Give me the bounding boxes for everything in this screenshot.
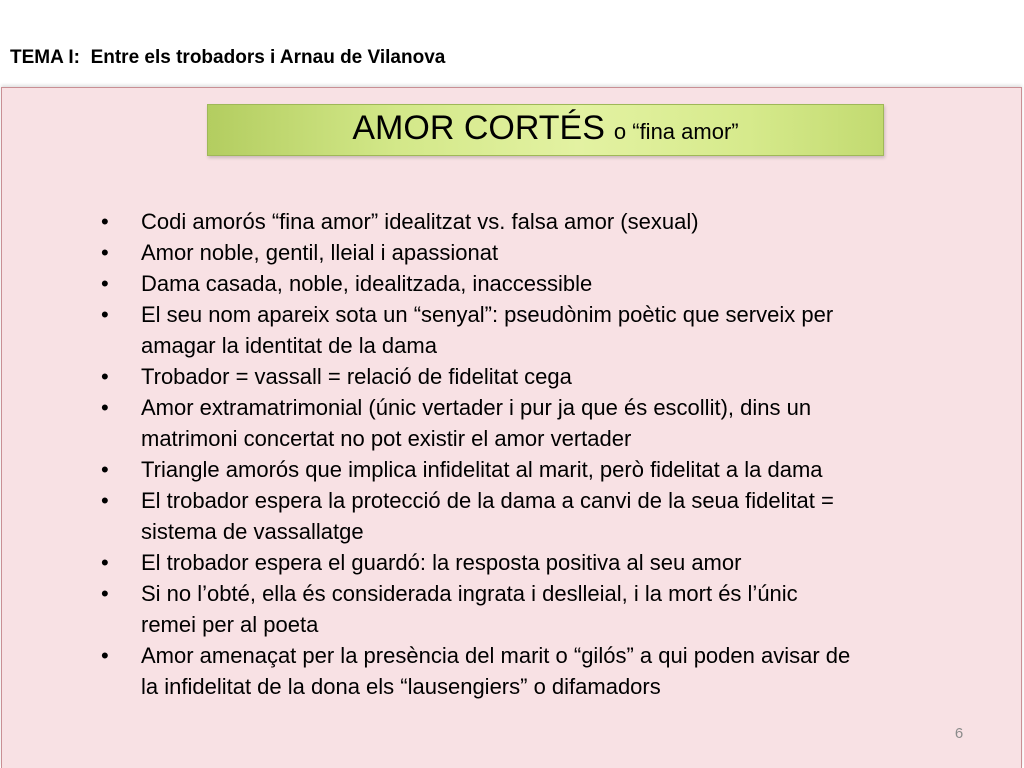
content-panel: [1, 87, 1022, 768]
bullet-line: matrimoni concertat no pot existir el amor vertader: [141, 426, 632, 451]
bullet-line: El trobador espera el guardó: la resposta positiva al seu amor: [141, 550, 742, 575]
topic-title: TEMA I: Entre els trobadors i Arnau de Vilanova: [10, 47, 446, 68]
bullet-text: [141, 392, 811, 454]
bullet-item: [101, 547, 850, 578]
bullet-item: [101, 237, 850, 268]
page-number: 6: [954, 725, 964, 742]
bullet-item: [101, 640, 850, 702]
bullet-text: [141, 640, 850, 702]
bullet-line: Trobador = vassall = relació de fidelitat cega: [141, 364, 572, 389]
bullet-marker: •: [101, 488, 109, 513]
bullet-line: Si no l’obté, ella és considerada ingrata i deslleial, i la mort és l’únic: [141, 581, 798, 606]
bullet-line: sistema de vassallatge: [141, 519, 364, 544]
bullet-line: El seu nom apareix sota un “senyal”: pseudònim poètic que serveix per: [141, 302, 834, 327]
bullet-line: Codi amorós “fina amor” idealitzat vs. falsa amor (sexual): [141, 209, 699, 234]
bullet-item: [101, 578, 850, 640]
bullet-marker: •: [101, 302, 109, 327]
bullet-marker: •: [101, 364, 109, 389]
bullet-line: Amor amenaçat per la presència del marit o “gilós” a qui poden avisar de: [141, 643, 851, 668]
bullet-text: [141, 485, 834, 547]
bullet-item: [101, 454, 850, 485]
bullet-marker: •: [101, 395, 109, 420]
bullet-item: [101, 361, 850, 392]
bullet-text: [141, 299, 833, 361]
slide-header: [0, 0, 1024, 86]
bullet-marker: •: [101, 240, 109, 265]
bullet-line: Dama casada, noble, idealitzada, inaccessible: [141, 271, 593, 296]
bullet-marker: •: [101, 550, 109, 575]
bullet-marker: •: [101, 643, 109, 668]
bullet-text: [141, 454, 823, 485]
bullet-item: [101, 268, 850, 299]
bullet-line: amagar la identitat de la dama: [141, 333, 437, 358]
bullet-marker: •: [101, 581, 109, 606]
bullet-line: Amor noble, gentil, lleial i apassionat: [141, 240, 499, 265]
bullet-item: [101, 299, 850, 361]
title-subtitle: o “fina amor”: [613, 118, 739, 144]
bullet-marker: •: [101, 209, 109, 234]
bullet-text: [141, 268, 592, 299]
bullet-item: [101, 485, 850, 547]
bullet-line: remei per al poeta: [141, 612, 319, 637]
bullet-marker: •: [101, 271, 109, 296]
bullet-text: [141, 237, 498, 268]
bullet-text: [141, 547, 741, 578]
bullet-item: [101, 206, 850, 237]
bullet-line: El trobador espera la protecció de la dama a canvi de la seua fidelitat =: [141, 488, 834, 513]
bullet-item: [101, 392, 850, 454]
title-banner: [207, 104, 884, 156]
bullet-text: [141, 361, 572, 392]
bullet-marker: •: [101, 457, 109, 482]
bullet-line: Amor extramatrimonial (únic vertader i pur ja que és escollit), dins un: [141, 395, 812, 420]
bullet-text: [141, 578, 798, 640]
title-text: [352, 108, 738, 155]
bullet-text: [141, 206, 699, 237]
bullet-line: Triangle amorós que implica infidelitat al marit, però fidelitat a la dama: [141, 457, 823, 482]
bullet-line: la infidelitat de la dona els “lausengiers” o difamadors: [141, 674, 661, 699]
title-main: AMOR CORTÉS: [352, 108, 605, 147]
bullet-list: [101, 206, 850, 702]
